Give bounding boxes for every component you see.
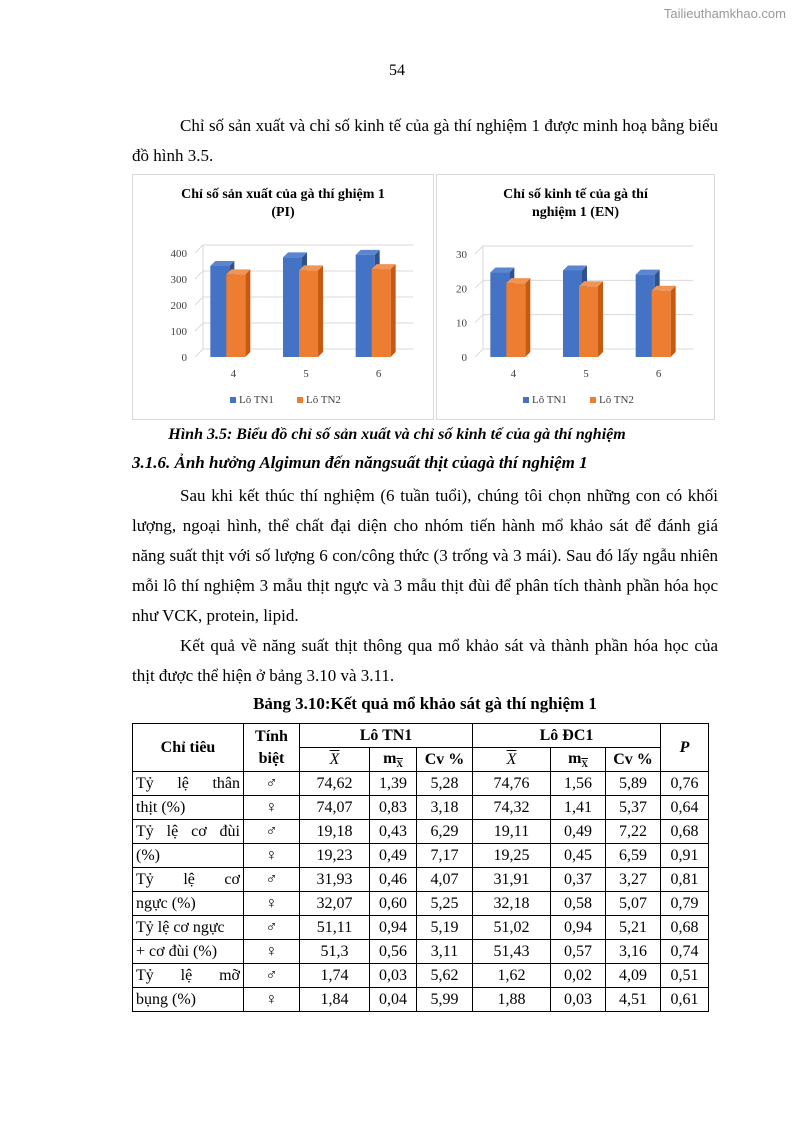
legend-swatch — [590, 397, 596, 403]
header-cv: Cv % — [606, 748, 661, 772]
table-row — [133, 868, 709, 892]
bar-side — [598, 281, 603, 357]
chart-economic-index — [436, 174, 715, 420]
legend-swatch — [523, 397, 529, 403]
mean-dc1: 31,91 — [473, 868, 551, 892]
mean-tn1: 31,93 — [300, 868, 370, 892]
cv-tn1: 3,18 — [417, 796, 473, 820]
bar — [226, 274, 245, 357]
x-tick-label: 4 — [230, 368, 237, 380]
p-value: 0,79 — [661, 892, 709, 916]
m-tn1: 0,46 — [370, 868, 417, 892]
x-tick-label: 4 — [510, 368, 517, 380]
m-dc1: 0,58 — [551, 892, 606, 916]
mean-dc1: 74,32 — [473, 796, 551, 820]
m-dc1: 1,56 — [551, 772, 606, 796]
gridline-diagonal — [475, 349, 483, 357]
cv-tn1: 5,28 — [417, 772, 473, 796]
results-table — [132, 723, 709, 1012]
header-m — [551, 748, 606, 772]
cv-dc1: 4,51 — [606, 988, 661, 1012]
indicator-cell: ngực (%) — [133, 892, 244, 916]
m-tn1: 0,60 — [370, 892, 417, 916]
p-value: 0,81 — [661, 868, 709, 892]
bar — [579, 286, 598, 357]
mean-dc1: 19,25 — [473, 844, 551, 868]
gridline-diagonal — [195, 349, 203, 357]
cv-tn1: 5,62 — [417, 964, 473, 988]
y-tick-label: 300 — [170, 274, 187, 286]
sex-cell: ♂ — [244, 964, 300, 988]
chart-production-index — [132, 174, 434, 420]
indicator-cell: (%) — [133, 844, 244, 868]
bar-side — [671, 286, 676, 357]
figure-caption: Hình 3.5: Biểu đồ chỉ số sản xuất và chỉ số kinh tế của gà thí nghiệm — [168, 426, 626, 443]
indicator-cell: Tỷ lệ thân — [133, 772, 244, 796]
cv-dc1: 4,09 — [606, 964, 661, 988]
mean-dc1: 1,88 — [473, 988, 551, 1012]
chart-plot-en — [437, 175, 714, 419]
m-tn1: 0,83 — [370, 796, 417, 820]
indicator-cell: Tỷ lệ cơ ngực — [133, 916, 244, 940]
mean-tn1: 1,74 — [300, 964, 370, 988]
chart-title-line2: nghiệm 1 (EN) — [531, 205, 620, 220]
section-heading: 3.1.6. Ảnh hưởng Algimun đến năngsuất thịt củagà thí nghiệm 1 — [132, 453, 588, 472]
mean-tn1: 19,23 — [300, 844, 370, 868]
table-row — [133, 820, 709, 844]
m-symbol: m — [568, 749, 582, 767]
sex-cell: ♂ — [244, 820, 300, 844]
mean-dc1: 51,43 — [473, 940, 551, 964]
legend-label: Lô TN2 — [306, 394, 341, 406]
header-indicator: Chỉ tiêu — [133, 724, 244, 772]
m-dc1: 0,49 — [551, 820, 606, 844]
indicator-cell: thịt (%) — [133, 796, 244, 820]
p-value: 0,76 — [661, 772, 709, 796]
y-tick-label: 20 — [456, 283, 467, 296]
m-dc1: 0,03 — [551, 988, 606, 1012]
legend-label: Lô TN1 — [532, 394, 567, 406]
bar — [652, 291, 671, 357]
m-tn1: 0,04 — [370, 988, 417, 1012]
header-m — [370, 748, 417, 772]
table-title: Bảng 3.10:Kết quả mổ khảo sát gà thí nghiệm 1 — [253, 694, 597, 713]
gridline-diagonal — [475, 280, 483, 288]
bar — [372, 269, 391, 357]
bar-side — [525, 278, 530, 357]
p-value: 0,68 — [661, 916, 709, 940]
p-value: 0,51 — [661, 964, 709, 988]
bar-side — [391, 264, 396, 357]
mean-dc1: 51,02 — [473, 916, 551, 940]
cv-tn1: 5,99 — [417, 988, 473, 1012]
chart-title-line1: Chỉ số kinh tế của gà thí — [503, 187, 648, 202]
m-dc1: 0,02 — [551, 964, 606, 988]
mean-tn1: 51,11 — [300, 916, 370, 940]
y-tick-label: 200 — [170, 300, 187, 312]
table-row — [133, 964, 709, 988]
m-dc1: 0,57 — [551, 940, 606, 964]
chart-title-line2: (PI) — [271, 205, 295, 220]
header-cv: Cv % — [417, 748, 473, 772]
m-tn1: 0,43 — [370, 820, 417, 844]
mean-tn1: 1,84 — [300, 988, 370, 1012]
sex-cell: ♂ — [244, 868, 300, 892]
bar — [506, 283, 525, 357]
bar-side — [318, 265, 323, 357]
cv-dc1: 3,27 — [606, 868, 661, 892]
sex-cell: ♀ — [244, 940, 300, 964]
header-mean — [300, 748, 370, 772]
sex-cell: ♂ — [244, 916, 300, 940]
cv-dc1: 5,07 — [606, 892, 661, 916]
bar — [299, 270, 318, 357]
cv-tn1: 3,11 — [417, 940, 473, 964]
m-subscript: X — [581, 759, 588, 770]
body-paragraph-2: Kết quả về năng suất thịt thông qua mổ khảo sát và thành phần hóa học của thịt được thể hiện ở bảng 3.10 và 3.11. — [132, 636, 718, 685]
table-row — [133, 892, 709, 916]
header-p: P — [661, 724, 709, 772]
table-row — [133, 796, 709, 820]
legend-label: Lô TN2 — [599, 394, 634, 406]
mean-tn1: 74,62 — [300, 772, 370, 796]
m-dc1: 0,94 — [551, 916, 606, 940]
y-tick-label: 30 — [456, 249, 467, 261]
indicator-cell: Tỷ lệ mỡ — [133, 964, 244, 988]
cv-dc1: 6,59 — [606, 844, 661, 868]
sex-cell: ♂ — [244, 772, 300, 796]
table-row — [133, 988, 709, 1012]
y-tick-label: 0 — [181, 352, 187, 364]
mean-dc1: 32,18 — [473, 892, 551, 916]
indicator-cell: Tỷ lệ cơ — [133, 868, 244, 892]
header-group-tn1: Lô TN1 — [300, 724, 473, 748]
mean-tn1: 32,07 — [300, 892, 370, 916]
m-dc1: 1,41 — [551, 796, 606, 820]
gridline-diagonal — [475, 246, 483, 254]
m-tn1: 0,94 — [370, 916, 417, 940]
table-row — [133, 772, 709, 796]
cv-dc1: 5,21 — [606, 916, 661, 940]
gridline-diagonal — [195, 271, 203, 279]
bar-side — [245, 269, 250, 357]
m-tn1: 1,39 — [370, 772, 417, 796]
cv-tn1: 6,29 — [417, 820, 473, 844]
page-number: 54 — [389, 62, 405, 79]
m-dc1: 0,37 — [551, 868, 606, 892]
p-value: 0,74 — [661, 940, 709, 964]
y-tick-label: 0 — [461, 352, 467, 364]
sex-cell: ♀ — [244, 988, 300, 1012]
y-tick-label: 10 — [456, 317, 467, 330]
chart-title-line1: Chỉ số sản xuất của gà thí ghiệm 1 — [181, 187, 385, 202]
p-value: 0,68 — [661, 820, 709, 844]
sex-cell: ♀ — [244, 844, 300, 868]
y-tick-label: 400 — [170, 248, 187, 260]
y-tick-label: 100 — [170, 326, 187, 338]
gridline-diagonal — [195, 323, 203, 331]
table-row — [133, 940, 709, 964]
body-paragraph-1: Sau khi kết thúc thí nghiệm (6 tuần tuổi), chúng tôi chọn những con có khối lượng, ngoại hình, thể chất đại diện cho nhóm tiến hành mổ khảo sát để đánh giá năng suất thịt với số lượng 6 con/công thức (3 trống và 3 mái). Sau đó lấy ngẫu nhiên mỗi lô thí nghiệm 3 mẫu thịt ngực và 3 mẫu thịt đùi để phân tích thành phần hóa học như VCK, protein, lipid. — [132, 486, 718, 625]
legend-label: Lô TN1 — [239, 394, 274, 406]
cv-tn1: 7,17 — [417, 844, 473, 868]
m-tn1: 0,56 — [370, 940, 417, 964]
intro-paragraph: Chỉ số sản xuất và chỉ số kinh tế của gà thí nghiệm 1 được minh hoạ bằng biểu đồ hình 3.5. — [132, 116, 718, 165]
p-value: 0,91 — [661, 844, 709, 868]
m-tn1: 0,03 — [370, 964, 417, 988]
gridline-diagonal — [195, 297, 203, 305]
mean-dc1: 19,11 — [473, 820, 551, 844]
mean-tn1: 51,3 — [300, 940, 370, 964]
chart-plot-pi — [133, 175, 433, 419]
mean-dc1: 1,62 — [473, 964, 551, 988]
x-tick-label: 6 — [375, 368, 382, 380]
m-symbol: m — [383, 749, 397, 767]
header-group-dc1: Lô ĐC1 — [473, 724, 661, 748]
legend-swatch — [230, 397, 236, 403]
watermark: Tailieuthamkhao.com — [663, 6, 786, 21]
mean-symbol: $\overline{X}$ — [329, 750, 340, 768]
cv-dc1: 5,37 — [606, 796, 661, 820]
x-tick-label: 5 — [583, 368, 589, 380]
table-row — [133, 844, 709, 868]
mean-symbol: $\overline{X}$ — [506, 750, 517, 768]
x-tick-label: 5 — [303, 368, 309, 380]
sex-cell: ♀ — [244, 892, 300, 916]
header-sex — [244, 724, 300, 772]
indicator-cell: + cơ đùi (%) — [133, 940, 244, 964]
gridline-diagonal — [195, 245, 203, 253]
x-tick-label: 6 — [655, 368, 662, 380]
sex-cell: ♀ — [244, 796, 300, 820]
m-dc1: 0,45 — [551, 844, 606, 868]
header-sex-line2: biệt — [258, 749, 285, 767]
p-value: 0,61 — [661, 988, 709, 1012]
mean-tn1: 19,18 — [300, 820, 370, 844]
indicator-cell: Tỷ lệ cơ đùi — [133, 820, 244, 844]
figure-charts — [132, 174, 714, 418]
p-value: 0,64 — [661, 796, 709, 820]
header-mean — [473, 748, 551, 772]
cv-dc1: 3,16 — [606, 940, 661, 964]
cv-dc1: 7,22 — [606, 820, 661, 844]
header-sex-line1: Tính — [255, 727, 288, 745]
gridline-diagonal — [475, 315, 483, 323]
indicator-cell: bụng (%) — [133, 988, 244, 1012]
m-tn1: 0,49 — [370, 844, 417, 868]
cv-dc1: 5,89 — [606, 772, 661, 796]
legend-swatch — [297, 397, 303, 403]
table-row — [133, 916, 709, 940]
mean-dc1: 74,76 — [473, 772, 551, 796]
cv-tn1: 5,25 — [417, 892, 473, 916]
cv-tn1: 5,19 — [417, 916, 473, 940]
cv-tn1: 4,07 — [417, 868, 473, 892]
mean-tn1: 74,07 — [300, 796, 370, 820]
m-subscript: X — [396, 759, 403, 770]
